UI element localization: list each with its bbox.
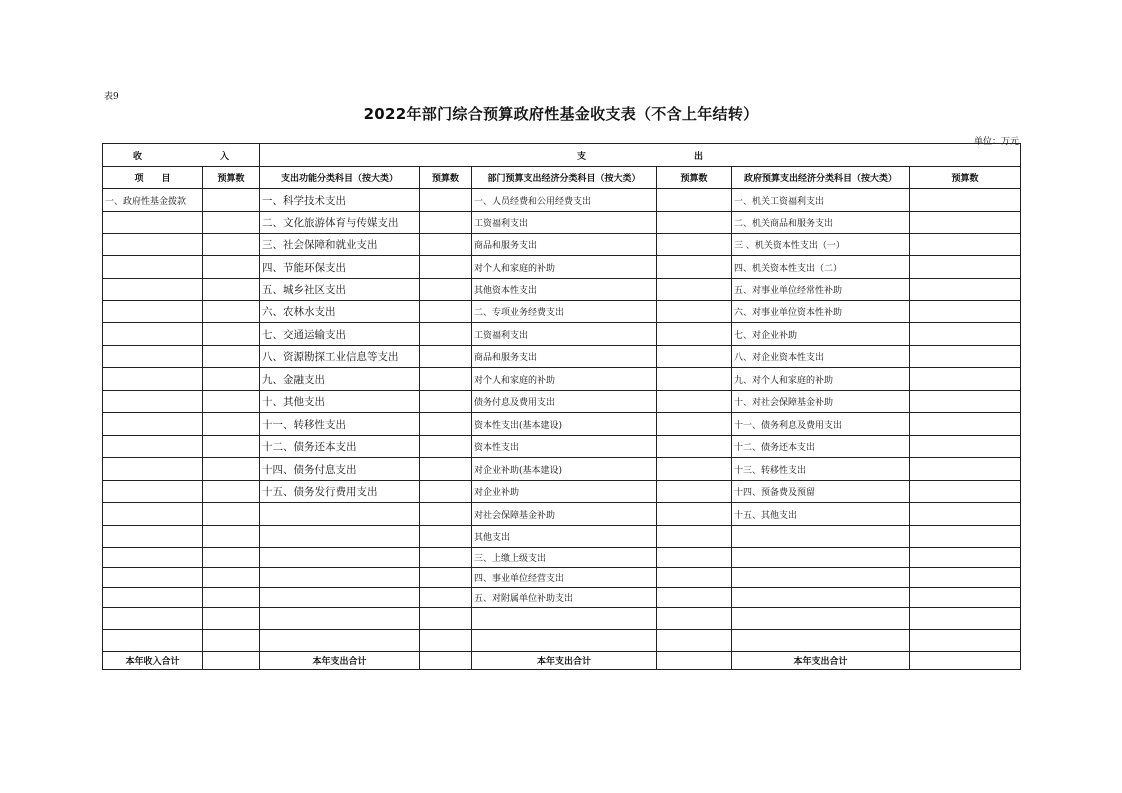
func-class-budget — [420, 368, 472, 391]
func-class-item: 七、交通运输支出 — [260, 323, 420, 346]
dept-econ-item: 商品和服务支出 — [472, 346, 657, 368]
income-budget — [203, 368, 260, 391]
table-row — [103, 608, 1021, 630]
gov-econ-item: 二、机关商品和服务支出 — [732, 212, 910, 234]
income-section-header — [103, 144, 260, 167]
func-class-item — [260, 503, 420, 526]
dept-econ-budget — [657, 608, 732, 630]
table-row — [103, 279, 1021, 301]
col-budget-1: 预算数 — [203, 167, 260, 189]
func-class-item: 十四、债务付息支出 — [260, 458, 420, 481]
dept-econ-budget — [657, 526, 732, 548]
income-item — [103, 346, 203, 368]
dept-econ-budget — [657, 391, 732, 413]
col-budget-4: 预算数 — [910, 167, 1021, 189]
gov-econ-budget — [910, 391, 1021, 413]
gov-econ-item — [732, 608, 910, 630]
income-item — [103, 548, 203, 568]
table-row — [103, 391, 1021, 413]
col-gov-econ: 政府预算支出经济分类科目（按大类） — [732, 167, 910, 189]
gov-econ-item: 一、机关工资福利支出 — [732, 189, 910, 212]
gov-econ-budget — [910, 568, 1021, 588]
table-row — [103, 568, 1021, 588]
dept-econ-item: 其他资本性支出 — [472, 279, 657, 301]
func-class-budget — [420, 548, 472, 568]
income-item — [103, 481, 203, 503]
gov-econ-budget — [910, 436, 1021, 458]
func-class-item — [260, 568, 420, 588]
table-row — [103, 458, 1021, 481]
func-class-item — [260, 548, 420, 568]
table-row — [103, 212, 1021, 234]
income-label-right: 入 — [220, 151, 230, 162]
gov-econ-item: 七、对企业补助 — [732, 323, 910, 346]
dept-econ-budget — [657, 503, 732, 526]
dept-econ-item: 工资福利支出 — [472, 212, 657, 234]
dept-econ-item: 对个人和家庭的补助 — [472, 256, 657, 279]
table-row — [103, 256, 1021, 279]
page-title: 2022年部门综合预算政府性基金收支表（不含上年结转） — [363, 105, 759, 123]
income-budget — [203, 568, 260, 588]
col-func-class: 支出功能分类科目（按大类） — [260, 167, 420, 189]
gov-econ-budget — [910, 458, 1021, 481]
income-budget — [203, 301, 260, 323]
gov-econ-item: 十五、其他支出 — [732, 503, 910, 526]
income-item — [103, 391, 203, 413]
func-class-item: 二、文化旅游体育与传媒支出 — [260, 212, 420, 234]
table-row — [103, 503, 1021, 526]
gov-econ-budget — [910, 323, 1021, 346]
dept-econ-budget — [657, 548, 732, 568]
income-item — [103, 588, 203, 608]
income-item — [103, 608, 203, 630]
func-class-item: 六、农林水支出 — [260, 301, 420, 323]
func-class-item — [260, 526, 420, 548]
income-item — [103, 256, 203, 279]
gov-econ-budget — [910, 548, 1021, 568]
budget-table — [102, 143, 1021, 670]
dept-econ-budget — [657, 481, 732, 503]
table-row — [103, 630, 1021, 652]
dept-econ-budget — [657, 368, 732, 391]
gov-econ-item: 八、对企业资本性支出 — [732, 346, 910, 368]
dept-econ-item: 对企业补助 — [472, 481, 657, 503]
gov-econ-item: 十、对社会保障基金补助 — [732, 391, 910, 413]
dept-econ-budget — [657, 458, 732, 481]
gov-econ-budget — [910, 256, 1021, 279]
gov-econ-budget — [910, 608, 1021, 630]
income-total-label: 本年收入合计 — [103, 652, 203, 670]
dept-econ-item: 对企业补助(基本建设) — [472, 458, 657, 481]
table-row — [103, 346, 1021, 368]
dept-econ-item — [472, 630, 657, 652]
income-item — [103, 212, 203, 234]
dept-econ-item: 资本性支出(基本建设) — [472, 413, 657, 436]
dept-econ-item: 一、人员经费和公用经费支出 — [472, 189, 657, 212]
table-row — [103, 368, 1021, 391]
func-class-budget — [420, 630, 472, 652]
income-item — [103, 458, 203, 481]
table-row — [103, 436, 1021, 458]
income-budget — [203, 391, 260, 413]
func-class-budget — [420, 391, 472, 413]
func-class-budget — [420, 301, 472, 323]
income-budget — [203, 608, 260, 630]
func-class-budget — [420, 234, 472, 256]
income-item: 一、政府性基金拨款 — [103, 189, 203, 212]
func-class-budget — [420, 212, 472, 234]
gov-econ-item — [732, 568, 910, 588]
gov-econ-budget — [910, 212, 1021, 234]
dept-econ-budget — [657, 346, 732, 368]
gov-econ-budget — [910, 588, 1021, 608]
gov-econ-item: 五、对事业单位经常性补助 — [732, 279, 910, 301]
table-row — [103, 234, 1021, 256]
table-row — [103, 481, 1021, 503]
gov-econ-budget — [910, 301, 1021, 323]
dept-econ-item: 对社会保障基金补助 — [472, 503, 657, 526]
dept-econ-budget — [657, 189, 732, 212]
func-class-item: 五、城乡社区支出 — [260, 279, 420, 301]
dept-econ-item: 债务付息及费用支出 — [472, 391, 657, 413]
dept-econ-item: 其他支出 — [472, 526, 657, 548]
table-row — [103, 526, 1021, 548]
gov-econ-item: 九、对个人和家庭的补助 — [732, 368, 910, 391]
col-budget-2: 预算数 — [420, 167, 472, 189]
col-budget-3: 预算数 — [657, 167, 732, 189]
section-header-row — [103, 144, 1021, 167]
income-budget — [203, 503, 260, 526]
income-item — [103, 526, 203, 548]
expense-label-right: 出 — [694, 151, 704, 162]
income-budget — [203, 481, 260, 503]
func-class-budget — [420, 346, 472, 368]
table-row — [103, 189, 1021, 212]
expense-total-label-2: 本年支出合计 — [472, 652, 657, 670]
dept-econ-item: 四、事业单位经营支出 — [472, 568, 657, 588]
income-budget — [203, 458, 260, 481]
dept-econ-budget — [657, 568, 732, 588]
dept-econ-item: 资本性支出 — [472, 436, 657, 458]
gov-econ-item: 十一、债务利息及费用支出 — [732, 413, 910, 436]
gov-econ-item: 三 、机关资本性支出（一） — [732, 234, 910, 256]
income-budget — [203, 588, 260, 608]
gov-econ-budget — [910, 234, 1021, 256]
func-class-budget — [420, 189, 472, 212]
func-class-item: 十五、债务发行费用支出 — [260, 481, 420, 503]
func-class-budget — [420, 481, 472, 503]
func-class-budget — [420, 256, 472, 279]
func-class-budget — [420, 436, 472, 458]
dept-econ-budget — [657, 234, 732, 256]
income-budget — [203, 413, 260, 436]
expense-total-value-2 — [657, 652, 732, 670]
income-item — [103, 503, 203, 526]
dept-econ-item: 对个人和家庭的补助 — [472, 368, 657, 391]
func-class-item: 八、资源勘探工业信息等支出 — [260, 346, 420, 368]
income-budget — [203, 279, 260, 301]
dept-econ-item: 五、对附属单位补助支出 — [472, 588, 657, 608]
gov-econ-budget — [910, 630, 1021, 652]
dept-econ-budget — [657, 256, 732, 279]
income-budget — [203, 189, 260, 212]
func-class-item: 十、其他支出 — [260, 391, 420, 413]
func-class-budget — [420, 503, 472, 526]
dept-econ-item: 商品和服务支出 — [472, 234, 657, 256]
expense-label-left: 支 — [577, 151, 587, 162]
income-label-left: 收 — [132, 151, 142, 162]
func-class-item — [260, 630, 420, 652]
func-class-item: 一、科学技术支出 — [260, 189, 420, 212]
table-row — [103, 548, 1021, 568]
func-class-item — [260, 608, 420, 630]
gov-econ-item — [732, 526, 910, 548]
unit-label: 单位：万元 — [973, 137, 1019, 147]
func-class-item: 三、社会保障和就业支出 — [260, 234, 420, 256]
func-class-item: 四、节能环保支出 — [260, 256, 420, 279]
gov-econ-item: 十二、债务还本支出 — [732, 436, 910, 458]
income-item — [103, 234, 203, 256]
expense-total-value-3 — [910, 652, 1021, 670]
dept-econ-budget — [657, 301, 732, 323]
income-budget — [203, 630, 260, 652]
gov-econ-item — [732, 548, 910, 568]
func-class-budget — [420, 413, 472, 436]
income-item — [103, 301, 203, 323]
gov-econ-item — [732, 588, 910, 608]
gov-econ-budget — [910, 368, 1021, 391]
income-budget — [203, 256, 260, 279]
income-total-value — [203, 652, 260, 670]
dept-econ-budget — [657, 630, 732, 652]
table-row — [103, 323, 1021, 346]
gov-econ-budget — [910, 346, 1021, 368]
expense-section-header — [260, 144, 1021, 167]
dept-econ-item — [472, 608, 657, 630]
dept-econ-item: 三、上缴上级支出 — [472, 548, 657, 568]
dept-econ-item: 二、专项业务经费支出 — [472, 301, 657, 323]
dept-econ-budget — [657, 436, 732, 458]
income-item — [103, 568, 203, 588]
col-item: 项 目 — [103, 167, 203, 189]
func-class-item: 十一、转移性支出 — [260, 413, 420, 436]
gov-econ-item: 四、机关资本性支出（二） — [732, 256, 910, 279]
dept-econ-budget — [657, 588, 732, 608]
expense-total-value-1 — [420, 652, 472, 670]
expense-total-label-1: 本年支出合计 — [260, 652, 420, 670]
gov-econ-item: 六、对事业单位资本性补助 — [732, 301, 910, 323]
total-row — [103, 652, 1021, 670]
income-budget — [203, 548, 260, 568]
income-budget — [203, 436, 260, 458]
income-budget — [203, 234, 260, 256]
func-class-budget — [420, 279, 472, 301]
income-item — [103, 413, 203, 436]
table-row — [103, 413, 1021, 436]
gov-econ-budget — [910, 279, 1021, 301]
gov-econ-item: 十三、转移性支出 — [732, 458, 910, 481]
gov-econ-budget — [910, 503, 1021, 526]
income-item — [103, 630, 203, 652]
gov-econ-item: 十四、预备费及预留 — [732, 481, 910, 503]
income-item — [103, 279, 203, 301]
dept-econ-budget — [657, 212, 732, 234]
table-number: 表9 — [104, 92, 119, 102]
gov-econ-budget — [910, 526, 1021, 548]
income-item — [103, 323, 203, 346]
income-item — [103, 436, 203, 458]
func-class-budget — [420, 458, 472, 481]
income-budget — [203, 346, 260, 368]
gov-econ-budget — [910, 189, 1021, 212]
income-budget — [203, 212, 260, 234]
table-row — [103, 301, 1021, 323]
gov-econ-budget — [910, 413, 1021, 436]
income-item — [103, 368, 203, 391]
gov-econ-budget — [910, 481, 1021, 503]
func-class-item: 十二、债务还本支出 — [260, 436, 420, 458]
func-class-budget — [420, 588, 472, 608]
func-class-budget — [420, 323, 472, 346]
gov-econ-item — [732, 630, 910, 652]
column-header-row — [103, 167, 1021, 189]
col-dept-econ: 部门预算支出经济分类科目（按大类） — [472, 167, 657, 189]
func-class-item — [260, 588, 420, 608]
func-class-budget — [420, 608, 472, 630]
func-class-budget — [420, 568, 472, 588]
income-budget — [203, 323, 260, 346]
dept-econ-item: 工资福利支出 — [472, 323, 657, 346]
dept-econ-budget — [657, 279, 732, 301]
dept-econ-budget — [657, 413, 732, 436]
table-row — [103, 588, 1021, 608]
dept-econ-budget — [657, 323, 732, 346]
func-class-budget — [420, 526, 472, 548]
expense-total-label-3: 本年支出合计 — [732, 652, 910, 670]
income-budget — [203, 526, 260, 548]
func-class-item: 九、金融支出 — [260, 368, 420, 391]
